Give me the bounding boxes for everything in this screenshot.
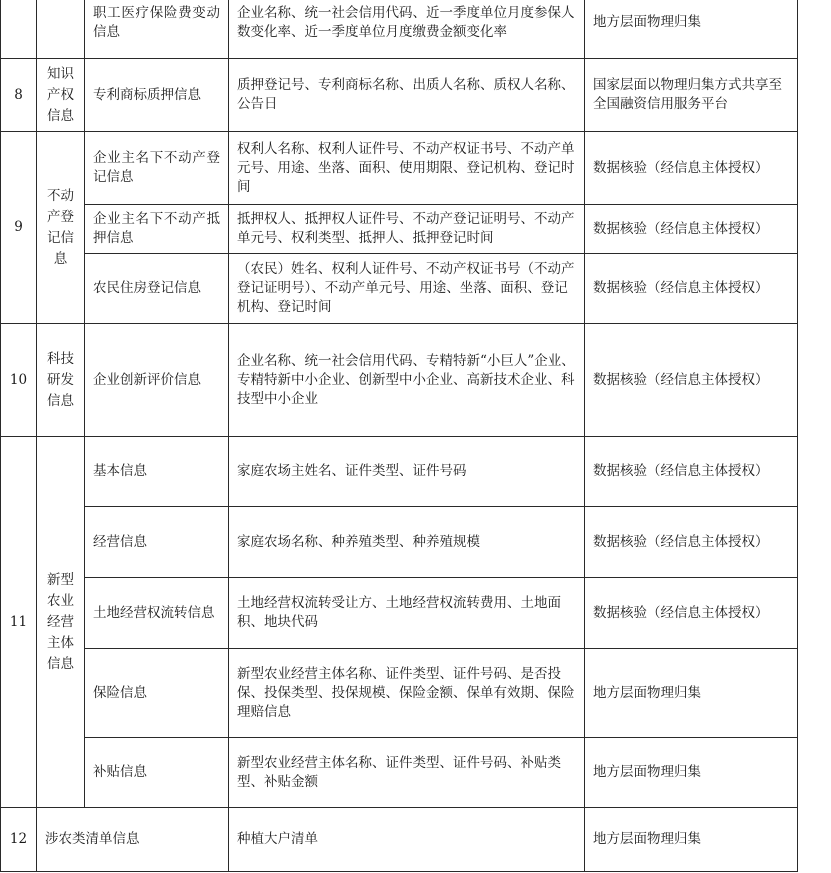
row-number: 12: [1, 808, 37, 872]
table-row: [1, 254, 798, 324]
item-cell: 经营信息: [85, 507, 229, 578]
method-cell: 数据核验（经信息主体授权）: [585, 578, 798, 649]
table-row: [1, 132, 798, 205]
table-row: [1, 649, 798, 738]
item-cell: 专利商标质押信息: [85, 59, 229, 132]
item-cell: 职工医疗保险费变动信息: [85, 0, 229, 59]
method-cell: 地方层面物理归集: [585, 0, 798, 59]
category-cell: 知识产权信息: [37, 59, 85, 132]
table-row: [1, 59, 798, 132]
method-cell: 国家层面以物理归集方式共享至全国融资信用服务平台: [585, 59, 798, 132]
content-cell: 企业名称、统一社会信用代码、专精特新“小巨人”企业、专精特新中小企业、创新型中小企业、高新技术企业、科技型中小企业: [229, 324, 585, 437]
item-cell: 基本信息: [85, 437, 229, 507]
table-row: [1, 437, 798, 507]
content-cell: 新型农业经营主体名称、证件类型、证件号码、补贴类型、补贴金额: [229, 738, 585, 808]
category-cell: 科技研发信息: [37, 324, 85, 437]
method-cell: 数据核验（经信息主体授权）: [585, 254, 798, 324]
row-number: 9: [1, 132, 37, 324]
table-row: [1, 507, 798, 578]
item-cell: 企业主名下不动产登记信息: [85, 132, 229, 205]
row-number: 10: [1, 324, 37, 437]
item-cell: 农民住房登记信息: [85, 254, 229, 324]
item-cell: 企业创新评价信息: [85, 324, 229, 437]
content-cell: 家庭农场名称、种养殖类型、种养殖规模: [229, 507, 585, 578]
item-cell: 土地经营权流转信息: [85, 578, 229, 649]
item-cell: 企业主名下不动产抵押信息: [85, 205, 229, 254]
content-cell: 质押登记号、专利商标名称、出质人名称、质权人名称、公告日: [229, 59, 585, 132]
method-cell: 数据核验（经信息主体授权）: [585, 324, 798, 437]
content-cell: 新型农业经营主体名称、证件类型、证件号码、是否投保、投保类型、投保规模、保险金额、保单有效期、保险理赔信息: [229, 649, 585, 738]
method-cell: 地方层面物理归集: [585, 808, 798, 872]
table-row: [1, 324, 798, 437]
method-cell: 地方层面物理归集: [585, 649, 798, 738]
content-cell: （农民）姓名、权利人证件号、不动产权证书号（不动产登记证明号）、不动产单元号、用途、坐落、面积、登记机构、登记时间: [229, 254, 585, 324]
item-cell: 补贴信息: [85, 738, 229, 808]
content-cell: 权利人名称、权利人证件号、不动产权证书号、不动产单元号、用途、坐落、面积、使用期限、登记机构、登记时间: [229, 132, 585, 205]
content-cell: 家庭农场主姓名、证件类型、证件号码: [229, 437, 585, 507]
content-cell: 土地经营权流转受让方、土地经营权流转费用、土地面积、地块代码: [229, 578, 585, 649]
method-cell: 地方层面物理归集: [585, 738, 798, 808]
table-row: [1, 0, 798, 59]
content-cell: 抵押权人、抵押权人证件号、不动产登记证明号、不动产单元号、权利类型、抵押人、抵押登记时间: [229, 205, 585, 254]
category-cell: 不动产登记信息: [37, 132, 85, 324]
category-cell: 涉农类清单信息: [37, 808, 229, 872]
row-number: 11: [1, 437, 37, 808]
content-cell: 种植大户清单: [229, 808, 585, 872]
row-number: 8: [1, 59, 37, 132]
method-cell: 数据核验（经信息主体授权）: [585, 437, 798, 507]
table-row: [1, 205, 798, 254]
method-cell: 数据核验（经信息主体授权）: [585, 507, 798, 578]
row-number: [1, 0, 37, 59]
table-row: [1, 578, 798, 649]
method-cell: 数据核验（经信息主体授权）: [585, 205, 798, 254]
item-cell: 保险信息: [85, 649, 229, 738]
category-cell: [37, 0, 85, 59]
table-row: [1, 738, 798, 808]
table-row: [1, 808, 798, 872]
method-cell: 数据核验（经信息主体授权）: [585, 132, 798, 205]
category-cell: 新型农业经营主体信息: [37, 437, 85, 808]
content-cell: 企业名称、统一社会信用代码、近一季度单位月度参保人数变化率、近一季度单位月度缴费金额变化率: [229, 0, 585, 59]
